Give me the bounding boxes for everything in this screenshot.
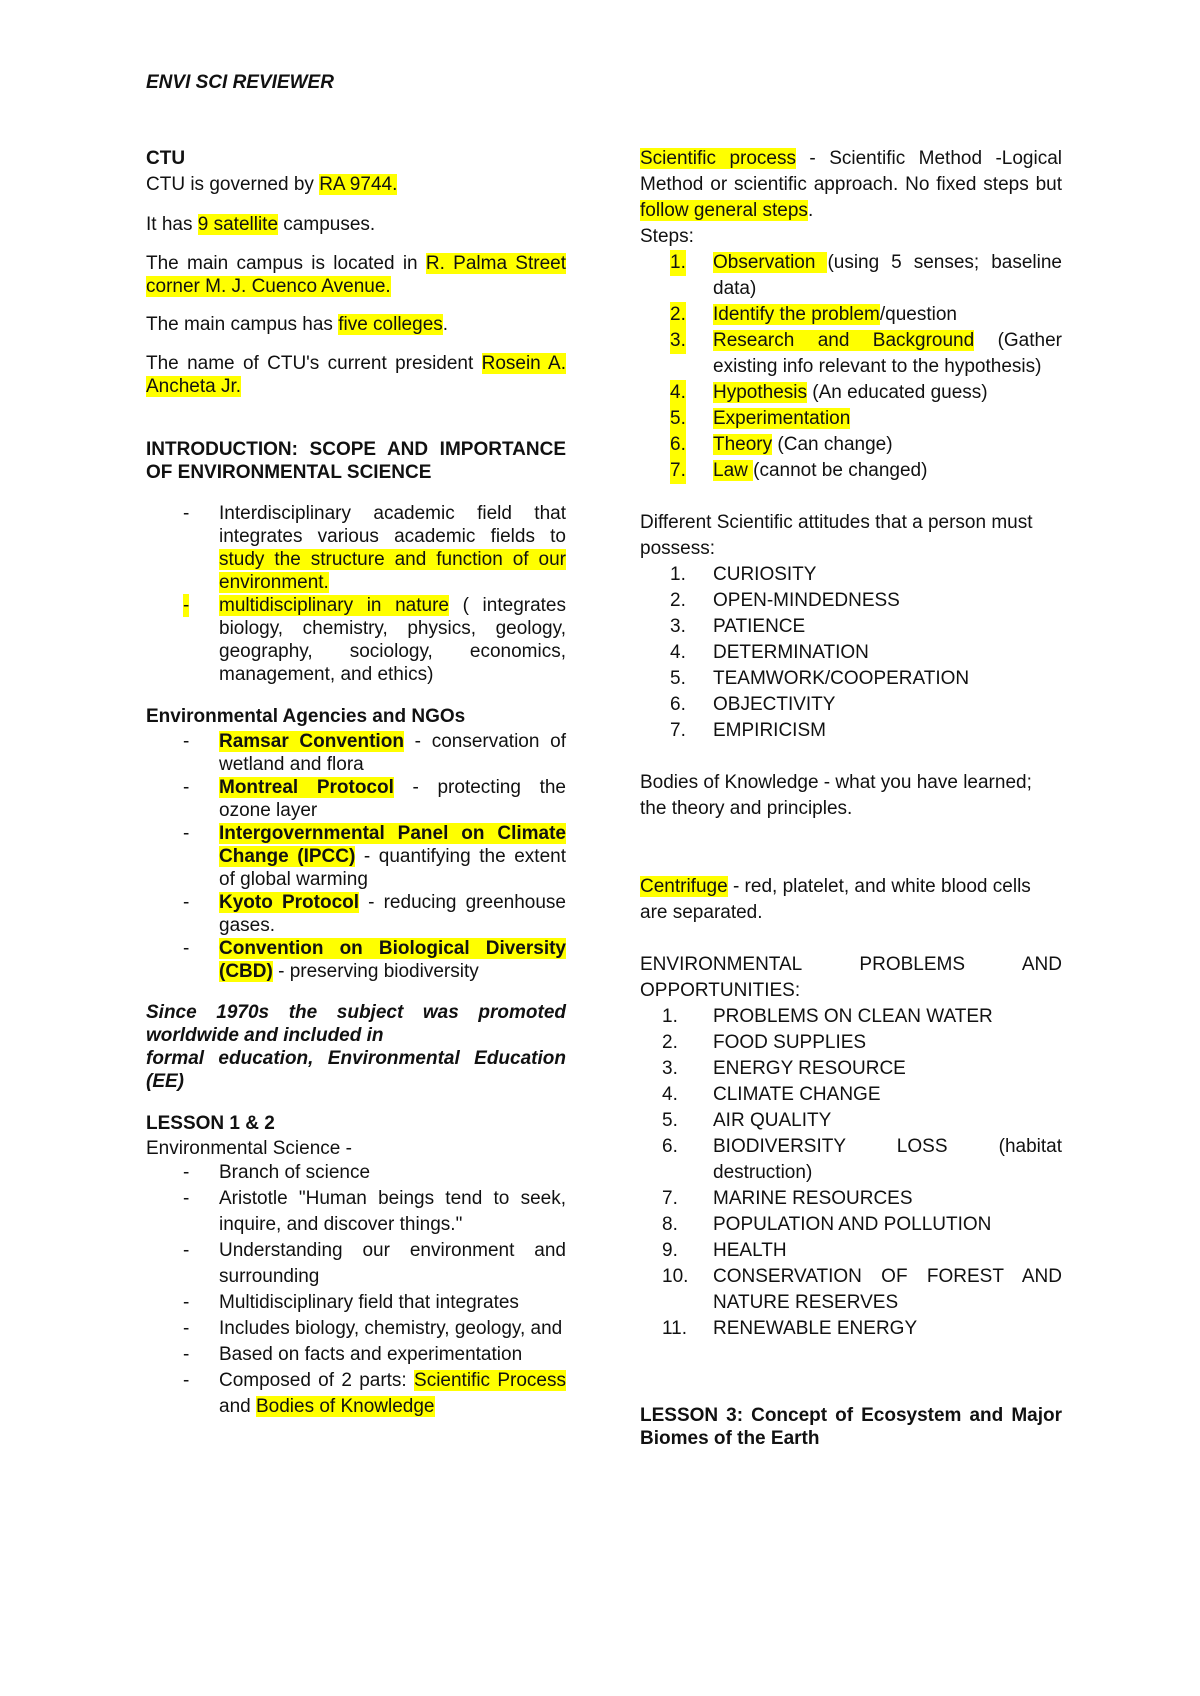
list-item: 2. FOOD SUPPLIES — [662, 1032, 867, 1053]
list-item: 3. ENERGY RESOURCE — [662, 1058, 906, 1079]
ctu-president: The name of CTU's current president Rosein A. Ancheta Jr. — [146, 353, 566, 397]
list-item: - Multidisciplinary field that integrates — [183, 1292, 519, 1313]
ctu-main-campus: The main campus is located in R. Palma Street corner M. J. Cuenco Avenue. — [146, 253, 566, 297]
list-item: - Kyoto Protocol - reducing greenhouse gases. — [183, 892, 566, 936]
list-item: - Interdisciplinary academic field that integrates various academic fields to study the structure and function of our environment. — [183, 503, 566, 593]
list-item: - Branch of science — [183, 1162, 371, 1183]
list-item: - Convention on Biological Diversity (CBD) - preserving biodiversity — [183, 938, 566, 982]
list-item: - Ramsar Convention - conservation of wetland and flora — [183, 731, 566, 775]
problems-heading: ENVIRONMENTAL PROBLEMS AND OPPORTUNITIES: — [640, 954, 1062, 1001]
agencies-list — [146, 730, 566, 983]
list-item: 7. MARINE RESOURCES — [662, 1188, 913, 1209]
list-item: 10. CONSERVATION OF FOREST AND NATURE RESERVES — [662, 1266, 1062, 1313]
list-item: 1. CURIOSITY — [670, 564, 817, 585]
list-item: 8. POPULATION AND POLLUTION — [662, 1214, 992, 1235]
steps-list — [640, 250, 1062, 484]
page-header: ENVI SCI REVIEWER — [146, 72, 334, 93]
list-item: 4. CLIMATE CHANGE — [662, 1084, 881, 1105]
ctu-heading: CTU — [146, 148, 186, 169]
lesson3-heading: LESSON 3: Concept of Ecosystem and Major Biomes of the Earth — [640, 1405, 1062, 1449]
list-item: 1. PROBLEMS ON CLEAN WATER — [662, 1006, 993, 1027]
ctu-colleges: The main campus has five colleges. — [146, 314, 449, 335]
list-item: 5. TEAMWORK/COOPERATION — [670, 668, 970, 689]
list-item: - Includes biology, chemistry, geology, and — [183, 1318, 563, 1339]
list-item: 6. Theory (Can change) — [640, 432, 1062, 458]
ctu-governed: CTU is governed by RA 9744. — [146, 174, 398, 195]
scientific-process-def: Scientific process - Scientific Method -Logical Method or scientific approach. No fixed steps but follow general steps. — [640, 148, 1062, 221]
list-item: 5. Experimentation — [640, 406, 1062, 432]
list-item: 3. PATIENCE — [670, 616, 806, 637]
list-item: 9. HEALTH — [662, 1240, 787, 1261]
since-1970s-line2: formal education, Environmental Education (EE) — [146, 1048, 566, 1092]
agencies-heading: Environmental Agencies and NGOs — [146, 706, 466, 727]
list-item: 6. OBJECTIVITY — [670, 694, 836, 715]
list-item: 11. RENEWABLE ENERGY — [662, 1318, 918, 1339]
list-item: 5. AIR QUALITY — [662, 1110, 832, 1131]
since-1970s-line1: Since 1970s the subject was promoted worldwide and included in — [146, 1002, 566, 1046]
list-item: 1. Observation (using 5 senses; baseline data) — [670, 252, 1062, 299]
right-column — [640, 146, 1062, 1450]
list-item: - Based on facts and experimentation — [183, 1344, 523, 1365]
lesson12-heading: LESSON 1 & 2 — [146, 1113, 275, 1134]
list-item: - Understanding our environment and surrounding — [183, 1240, 566, 1287]
list-item: - Montreal Protocol - protecting the ozone layer — [183, 777, 566, 821]
list-item: - multidisciplinary in nature ( integrates biology, chemistry, physics, geology, geography, sociology, economics, management, and ethics) — [183, 595, 566, 685]
list-item: 3. Research and Background (Gather existing info relevant to the hypothesis) — [670, 330, 1062, 377]
lesson12-subtitle: Environmental Science - — [146, 1138, 352, 1159]
bodies-of-knowledge: Bodies of Knowledge - what you have learned; the theory and principles. — [640, 772, 1032, 819]
attitudes-list — [640, 562, 1062, 744]
list-item: 4. Hypothesis (An educated guess) — [640, 380, 1062, 406]
list-item: 4. DETERMINATION — [670, 642, 869, 663]
problems-list — [640, 1004, 1062, 1342]
ctu-satellite: It has 9 satellite campuses. — [146, 214, 376, 235]
list-item: - Intergovernmental Panel on Climate Change (IPCC) - quantifying the extent of global warming — [183, 823, 566, 890]
left-column — [146, 146, 566, 1420]
steps-label: Steps: — [640, 226, 694, 247]
list-item: - Aristotle "Human beings tend to seek, inquire, and discover things." — [183, 1188, 566, 1235]
intro-heading: INTRODUCTION: SCOPE AND IMPORTANCE OF ENVIRONMENTAL SCIENCE — [146, 439, 566, 483]
list-item: - Composed of 2 parts: Scientific Process and Bodies of Knowledge — [183, 1370, 566, 1417]
list-item: 7. EMPIRICISM — [670, 720, 826, 741]
intro-list — [146, 502, 566, 686]
list-item: 2. OPEN-MINDEDNESS — [670, 590, 900, 611]
list-item: 2. Identify the problem/question — [640, 302, 1062, 328]
list-item: 7. Law (cannot be changed) — [640, 458, 1062, 484]
centrifuge-def: Centrifuge - red, platelet, and white blood cells are separated. — [640, 876, 1031, 923]
list-item: 6. BIODIVERSITY LOSS (habitat destruction) — [662, 1136, 1062, 1183]
lesson12-list — [146, 1160, 566, 1420]
attitudes-intro: Different Scientific attitudes that a person must possess: — [640, 512, 1033, 559]
